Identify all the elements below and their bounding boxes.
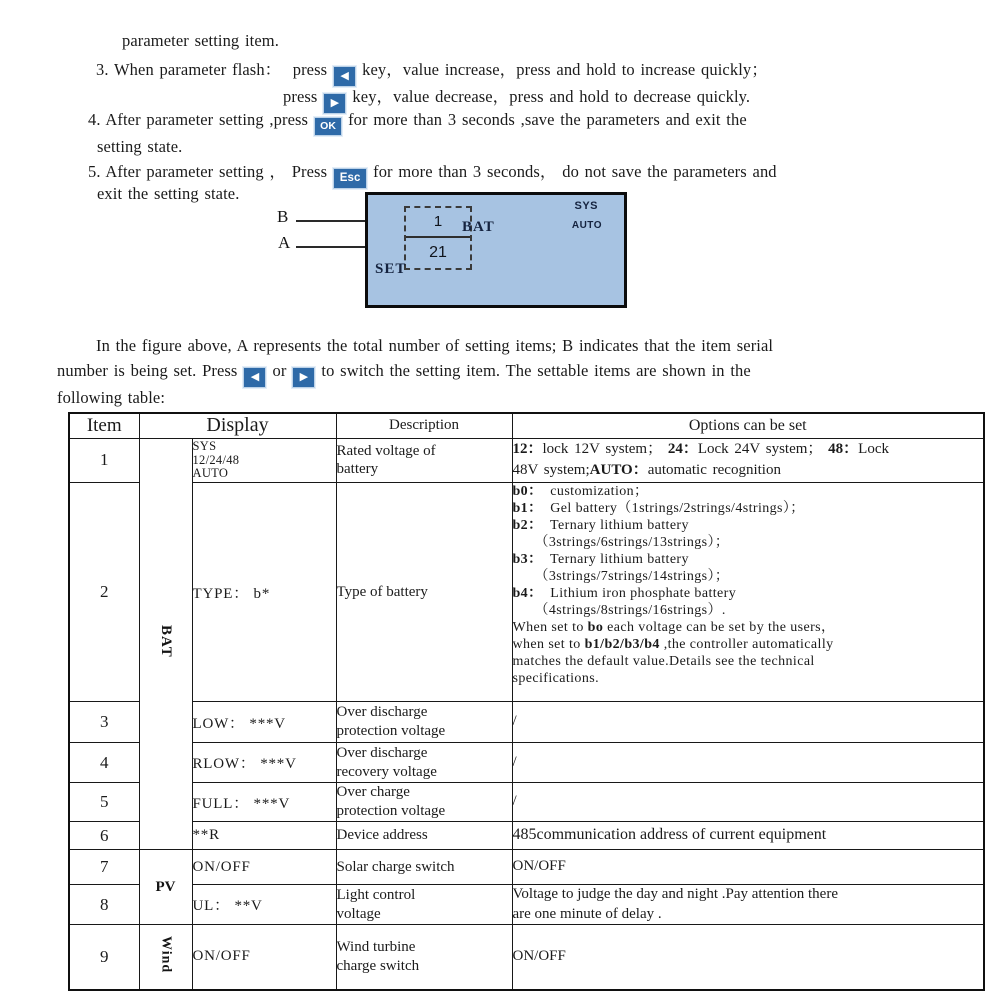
step-3-text-post: key，value increase，press and hold to increase quickly； <box>362 60 768 79</box>
display-value: **R <box>192 822 336 850</box>
item-number: 7 <box>69 850 139 885</box>
table-row-6 <box>69 822 984 850</box>
col-header-options: Options can be set <box>512 413 984 438</box>
options-cell: / <box>512 702 984 743</box>
figure-note-line2-mid: or <box>272 361 287 380</box>
figure-note-line3: following table: <box>57 388 166 407</box>
group-pv <box>139 850 192 925</box>
table-row-9 <box>69 925 984 990</box>
group-wind-label: Wind <box>158 935 174 973</box>
screen-bat-label: BAT <box>462 219 495 235</box>
description-cell: Type of battery <box>336 483 512 702</box>
diagram-label-b: B <box>277 207 289 226</box>
display-value: SYS 12/24/48 AUTO <box>192 438 336 483</box>
item-number: 3 <box>69 702 139 743</box>
col-header-description: Description <box>336 413 512 438</box>
figure-note-line2-post: to switch the setting item. The settable items are shown in the <box>321 361 751 380</box>
description-cell: Light control voltage <box>336 885 512 925</box>
figure-note-line1: In the figure above, A represents the total number of setting items; B indicates that the item serial <box>96 336 774 355</box>
options-cell: 12：lock 12V system； 24：Lock 24V system； 48：Lock 48V system;AUTO：automatic recognition <box>512 438 984 483</box>
display-value: ON/OFF <box>192 925 336 990</box>
figure-note-line2 <box>57 361 751 388</box>
item-number: 6 <box>69 822 139 850</box>
table-row-2 <box>69 483 984 702</box>
display-value: LOW： ***V <box>192 702 336 743</box>
step-5-text-pre: 5. After parameter setting ， Press <box>88 162 328 181</box>
item-number: 9 <box>69 925 139 990</box>
step-3b-text-post: key，value decrease，press and hold to decrease quickly. <box>352 87 751 106</box>
display-value: RLOW： ***V <box>192 743 336 783</box>
options-cell: ON/OFF <box>512 850 984 885</box>
description-cell: Wind turbine charge switch <box>336 925 512 990</box>
description-cell: Over charge protection voltage <box>336 783 512 822</box>
options-cell: / <box>512 783 984 822</box>
setting-item-indicator-box <box>404 206 472 270</box>
right-arrow-key-icon: ▶ <box>292 367 315 388</box>
table-row-5 <box>69 783 984 822</box>
table-row-1 <box>69 438 984 483</box>
diagram-label-a: A <box>278 233 291 252</box>
step-4-text-post: for more than 3 seconds ,save the parameters and exit the <box>348 110 747 129</box>
lead-line: parameter setting item. <box>122 31 279 50</box>
table-row-4 <box>69 743 984 783</box>
display-value: UL： **V <box>192 885 336 925</box>
table-row-7 <box>69 850 984 885</box>
total-items-value: 21 <box>429 244 447 261</box>
group-pv-label: PV <box>155 879 176 895</box>
screen-auto-label: AUTO <box>571 220 602 231</box>
description-cell: Over discharge protection voltage <box>336 702 512 743</box>
header-row <box>69 413 984 438</box>
step-3-text-pre: 3. When parameter flash： press <box>96 60 328 79</box>
description-cell: Rated voltage of battery <box>336 438 512 483</box>
group-bat <box>139 438 192 850</box>
ok-key-icon: OK <box>314 117 342 136</box>
step-4-line <box>88 110 747 136</box>
step-5-cont-line: exit the setting state. <box>97 184 240 203</box>
item-number: 4 <box>69 743 139 783</box>
description-cell: Device address <box>336 822 512 850</box>
esc-key-icon: Esc <box>333 168 367 189</box>
left-arrow-key-icon: ◀ <box>243 367 266 388</box>
group-bat-label: BAT <box>158 624 174 658</box>
description-cell: Solar charge switch <box>336 850 512 885</box>
lcd-screen <box>365 192 627 308</box>
item-number: 5 <box>69 783 139 822</box>
table-row-8 <box>69 885 984 925</box>
options-cell: b0： customization； b1： Gel battery（1strings/2strings/4strings）； b2： Ternary lithium battery （3strings/6strings/13strings）； b3： Ternary lithium battery （3strings/7strings/14strings）； b4： Lithium iron phosphate battery （4strings/8strings/16strings）. When set to bo each voltage can be set by the users， when set to b1/b2/b3/b4 ,the controller automatically matches the default value.Details see the technical specifications. <box>512 483 984 702</box>
col-header-display: Display <box>139 413 336 438</box>
options-cell: 485communication address of current equipment <box>512 822 984 850</box>
step-3b-text-pre: press <box>283 87 318 106</box>
col-header-item: Item <box>69 413 139 438</box>
description-cell: Over discharge recovery voltage <box>336 743 512 783</box>
item-number: 8 <box>69 885 139 925</box>
display-value: FULL： ***V <box>192 783 336 822</box>
step-5-text-post: for more than 3 seconds， do not save the parameters and <box>373 162 777 181</box>
step-4-text-pre: 4. After parameter setting ,press <box>88 110 309 129</box>
figure-note-line2-pre: number is being set. Press <box>57 361 238 380</box>
item-number: 2 <box>69 483 139 702</box>
item-serial-value: 1 <box>406 208 470 238</box>
options-cell: ON/OFF <box>512 925 984 990</box>
right-arrow-key-icon: ▶ <box>323 93 346 114</box>
display-value: ON/OFF <box>192 850 336 885</box>
group-wind <box>139 925 192 990</box>
step-4-cont-line: setting state. <box>97 137 183 156</box>
left-arrow-key-icon: ◀ <box>333 66 356 87</box>
options-cell: Voltage to judge the day and night .Pay attention there are one minute of delay . <box>512 885 984 925</box>
screen-set-label: SET <box>375 261 407 277</box>
table-row-3 <box>69 702 984 743</box>
screen-sys-label: SYS <box>574 200 598 212</box>
item-number: 1 <box>69 438 139 483</box>
settings-table <box>68 412 985 991</box>
display-value: TYPE： b* <box>192 483 336 702</box>
options-cell: / <box>512 743 984 783</box>
